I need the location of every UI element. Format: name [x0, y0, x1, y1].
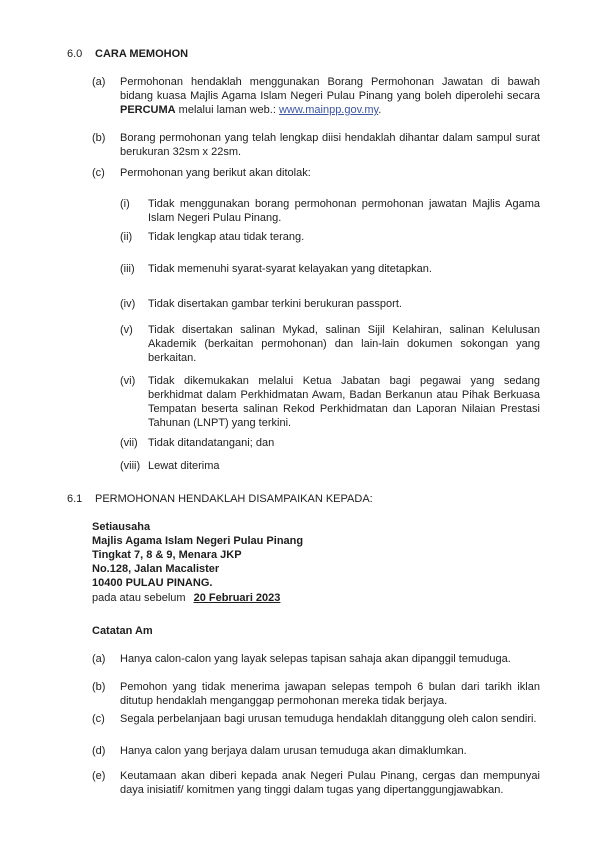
rejection-item-i — [120, 197, 540, 225]
item-a-text-before: Permohonan hendaklah menggunakan Borang Permohonan Jawatan di bawah bidang kuasa Majlis Agama Islam Negeri Pulau Pinang yang boleh diperolehi secara — [120, 76, 540, 102]
item-a-text-after: . — [378, 104, 382, 116]
section-6-0-heading — [67, 47, 540, 61]
catatan-item-a — [92, 652, 540, 666]
rejection-item-iii — [120, 262, 540, 276]
item-text: Permohonan yang berikut akan ditolak: — [120, 167, 311, 179]
website-link[interactable]: www.mainpp.gov.my — [278, 104, 379, 116]
section-title: CARA MEMOHON — [95, 48, 189, 60]
item-text: Borang permohonan yang telah lengkap diisi hendaklah dihantar dalam sampul surat berukuran 32sm x 22sm. — [120, 132, 540, 158]
catatan-item-c — [92, 712, 540, 726]
rejection-item-ii — [120, 230, 540, 244]
subitem-text: Tidak disertakan salinan Mykad, salinan Sijil Kelahiran, salinan Kelulusan Akademik (berkaitan permohonan) dan lain-lain dokumen sokongan yang berkaitan. — [148, 324, 540, 364]
list-item-a — [92, 75, 540, 117]
address-line: Majlis Agama Islam Negeri Pulau Pinang — [92, 535, 304, 547]
item-label: (a) — [92, 653, 106, 665]
address-block — [92, 520, 540, 590]
subitem-label: (vi) — [120, 375, 136, 387]
item-label: (e) — [92, 770, 106, 782]
list-item-b — [92, 131, 540, 159]
item-text: Hanya calon yang berjaya dalam urusan temuduga akan dimaklumkan. — [120, 745, 467, 757]
item-text: Pemohon yang tidak menerima jawapan selepas tempoh 6 bulan dari tarikh iklan ditutup hendaklah menganggap permohonan mereka tidak berjaya. — [120, 681, 540, 707]
rejection-item-vi — [120, 374, 540, 430]
subitem-text: Tidak menggunakan borang permohonan permohonan jawatan Majlis Agama Islam Negeri Pulau Pinang. — [148, 198, 540, 224]
subitem-label: (viii) — [120, 460, 141, 472]
subitem-text: Tidak dikemukakan melalui Ketua Jabatan bagi pegawai yang sedang berkhidmat dalam Perkhidmatan Awam, Badan Berkanun atau Pihak Berkuasa Tempatan beserta salinan Rekod Perkhidmatan dan Laporan Nilaian Prestasi Tahunan (LNPT) yang terkini. — [148, 375, 540, 429]
section-title: PERMOHONAN HENDAKLAH DISAMPAIKAN KEPADA: — [95, 493, 373, 505]
item-label: (b) — [92, 681, 106, 693]
item-label: (c) — [92, 167, 105, 179]
catatan-item-d — [92, 744, 540, 758]
subitem-label: (v) — [120, 324, 133, 336]
item-label: (c) — [92, 713, 105, 725]
subitem-text: Tidak lengkap atau tidak terang. — [148, 231, 305, 243]
rejection-item-viii — [120, 459, 540, 473]
address-line: No.128, Jalan Macalister — [92, 563, 220, 575]
section-number: 6.0 — [67, 48, 83, 60]
deadline-line — [92, 591, 540, 605]
subitem-text: Lewat diterima — [148, 460, 220, 472]
catatan-am-title: Catatan Am — [92, 625, 153, 637]
item-text: Keutamaan akan diberi kepada anak Negeri Pulau Pinang, cergas dan mempunyai daya inisiatif/ komitmen yang tinggi dalam tugas yang dipertanggungjawabkan. — [120, 770, 540, 796]
subitem-text: Tidak disertakan gambar terkini berukuran passport. — [148, 298, 402, 310]
item-text: Segala perbelanjaan bagi urusan temuduga hendaklah ditanggung oleh calon sendiri. — [120, 713, 537, 725]
subitem-label: (iv) — [120, 298, 136, 310]
item-text — [120, 75, 540, 117]
section-6-1-heading — [67, 492, 540, 506]
item-label: (b) — [92, 132, 106, 144]
subitem-label: (ii) — [120, 231, 133, 243]
rejection-item-v — [120, 323, 540, 365]
deadline-prefix: pada atau sebelum — [92, 592, 186, 604]
address-line: Setiausaha — [92, 521, 151, 533]
item-label: (a) — [92, 76, 106, 88]
section-number: 6.1 — [67, 493, 83, 505]
subitem-label: (iii) — [120, 263, 135, 275]
subitem-text: Tidak memenuhi syarat-syarat kelayakan yang ditetapkan. — [148, 263, 432, 275]
rejection-item-vii — [120, 436, 540, 450]
item-a-bold-word: PERCUMA — [120, 104, 176, 116]
item-a-text-mid: melalui laman web.: — [175, 104, 279, 116]
address-line: 10400 PULAU PINANG. — [92, 577, 213, 589]
item-label: (d) — [92, 745, 106, 757]
catatan-item-b — [92, 680, 540, 708]
list-item-c — [92, 166, 540, 180]
subitem-label: (i) — [120, 198, 130, 210]
catatan-item-e — [92, 769, 540, 797]
item-text: Hanya calon-calon yang layak selepas tapisan sahaja akan dipanggil temuduga. — [120, 653, 511, 665]
address-line: Tingkat 7, 8 & 9, Menara JKP — [92, 549, 242, 561]
deadline-date: 20 Februari 2023 — [193, 592, 281, 604]
subitem-label: (vii) — [120, 437, 138, 449]
subitem-text: Tidak ditandatangani; dan — [148, 437, 275, 449]
rejection-item-iv — [120, 297, 540, 311]
